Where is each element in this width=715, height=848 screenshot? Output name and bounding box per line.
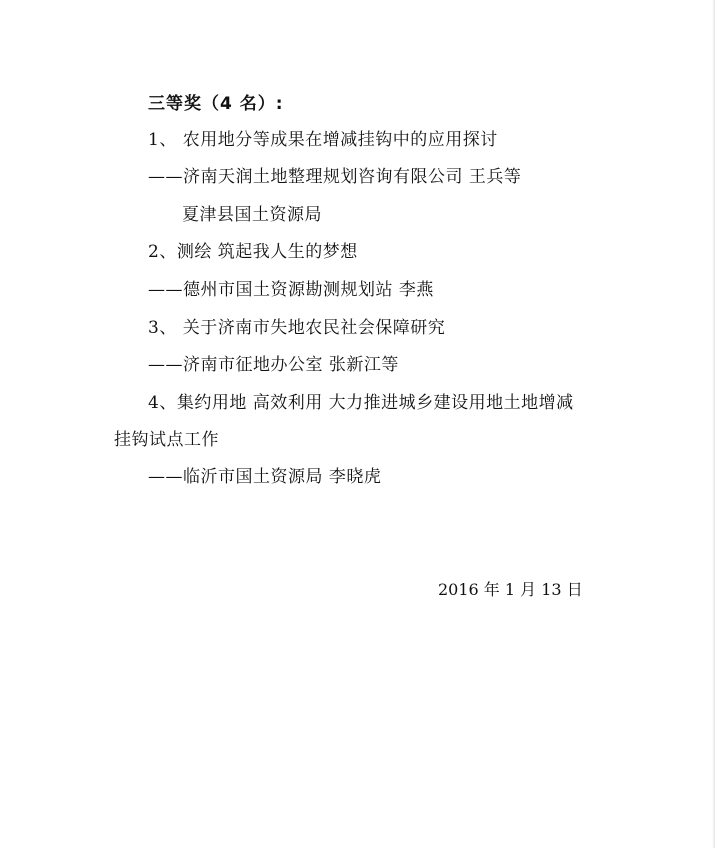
entry-2-author: ——德州市国土资源勘测规划站 李燕: [148, 280, 434, 300]
award-heading: 三等奖（4 名）:: [148, 94, 284, 114]
entry-2-title: 2、测绘 筑起我人生的梦想: [148, 242, 358, 262]
entry-1-author: ——济南天润土地整理规划咨询有限公司 王兵等: [148, 167, 522, 187]
entry-1-title: 1、 农用地分等成果在增减挂钩中的应用探讨: [148, 130, 498, 150]
entry-4-title-cont: 挂钩试点工作: [114, 430, 219, 450]
entry-4-author: ——临沂市国土资源局 李晓虎: [148, 467, 382, 487]
document-date: 2016 年 1 月 13 日: [438, 580, 583, 599]
entry-4-title: 4、集约用地 高效利用 大力推进城乡建设用地土地增减: [148, 393, 574, 413]
entry-1-author-cont: 夏津县国土资源局: [182, 205, 322, 225]
entry-3-author: ——济南市征地办公室 张新江等: [148, 355, 399, 375]
entry-3-title: 3、 关于济南市失地农民社会保障研究: [148, 318, 446, 338]
